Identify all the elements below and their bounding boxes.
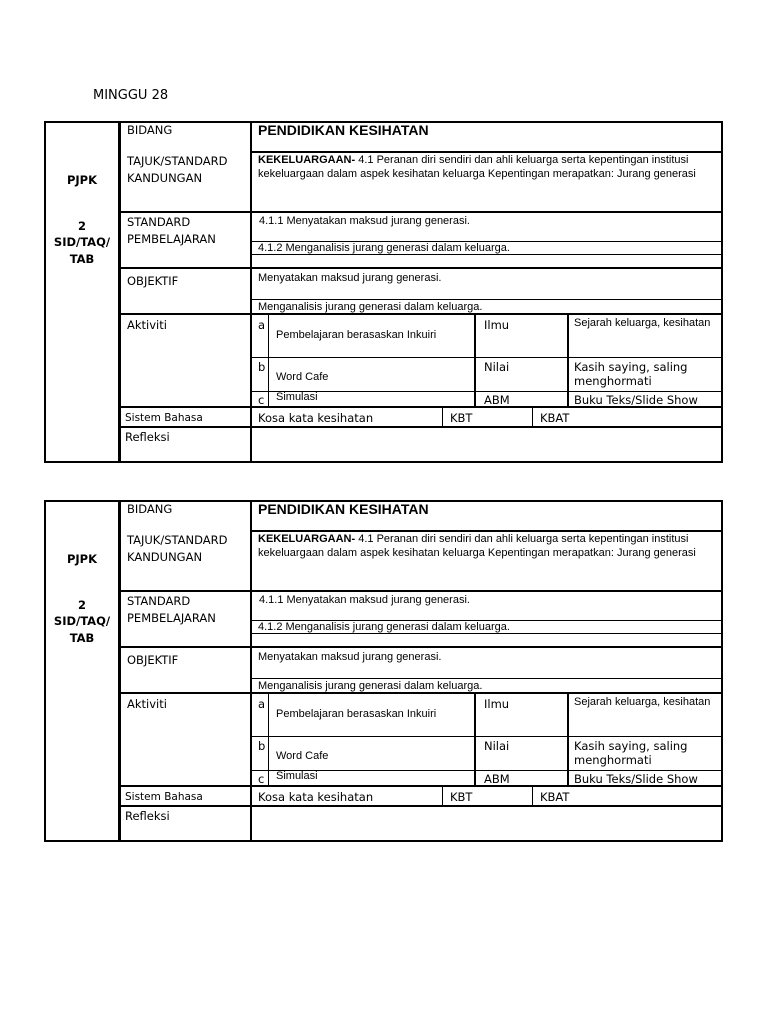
- sp-label-line-1: STANDARD: [127, 215, 191, 229]
- bidang-label: BIDANG: [127, 123, 173, 137]
- table-border-line: [442, 408, 443, 427]
- tajuk-value-heading: KEKELUARGAAN-: [258, 533, 356, 545]
- class-name-line-2: TAB: [69, 252, 95, 266]
- objektif-2: Menganalisis jurang generasi dalam keluarga.: [258, 301, 483, 313]
- table-border-line: [532, 408, 533, 427]
- table-border-line: [721, 500, 723, 842]
- activity-b: Word Cafe: [276, 750, 329, 762]
- activity-c-letter: c: [258, 393, 265, 407]
- ilmu-value: Sejarah keluarga, kesihatan: [574, 696, 711, 708]
- abm-value: Buku Teks/Slide Show: [574, 772, 698, 786]
- table-border-line: [250, 500, 252, 842]
- lesson-plan-2: [44, 500, 723, 844]
- nilai-label: Nilai: [484, 739, 510, 753]
- table-border-line: [120, 646, 723, 648]
- tajuk-label-line-2: KANDUNGAN: [127, 550, 203, 564]
- kbat-label: KBAT: [540, 411, 570, 425]
- table-border-line: [567, 315, 569, 407]
- table-border-line: [118, 121, 121, 463]
- tajuk-value-text: 4.1 Peranan diri sendiri dan ahli keluarga serta kepentingan institusi kekeluargaan dalam aspek kesihatan keluarga Kepentingan merapatkan: Jurang generasi: [258, 154, 696, 180]
- table-border-line: [120, 590, 723, 592]
- activity-c: Simulasi: [276, 770, 318, 782]
- abm-value: Buku Teks/Slide Show: [574, 393, 698, 407]
- table-border-line: [250, 151, 723, 153]
- abm-label: ABM: [484, 772, 510, 786]
- sistem-bahasa-value: Kosa kata kesihatan: [258, 790, 374, 804]
- class-number: 2: [77, 598, 86, 612]
- table-border-line: [120, 805, 723, 807]
- bidang-label: BIDANG: [127, 502, 173, 516]
- sp-label-line-2: PEMBELAJARAN: [127, 611, 216, 625]
- sistem-bahasa-value: Kosa kata kesihatan: [258, 411, 374, 425]
- sp-value-2: 4.1.2 Menganalisis jurang generasi dalam keluarga.: [258, 242, 510, 254]
- objektif-1: Menyatakan maksud jurang generasi.: [258, 651, 442, 663]
- sistem-bahasa-label: Sistem Bahasa: [125, 791, 203, 803]
- tajuk-label-line-2: KANDUNGAN: [127, 171, 203, 185]
- activity-c: Simulasi: [276, 391, 318, 403]
- sp-value-1: 4.1.1 Menyatakan maksud jurang generasi.: [259, 594, 470, 606]
- abm-label: ABM: [484, 393, 510, 407]
- activity-b-letter: b: [258, 739, 266, 753]
- table-border-line: [252, 299, 721, 300]
- tajuk-value: [258, 154, 718, 182]
- lesson-plan-1: [44, 121, 723, 465]
- class-name-line-2: TAB: [69, 631, 95, 645]
- aktiviti-label: Aktiviti: [127, 697, 167, 711]
- table-border-line: [268, 315, 269, 407]
- table-border-line: [721, 121, 723, 463]
- objektif-2: Menganalisis jurang generasi dalam keluarga.: [258, 680, 483, 692]
- sp-label-line-1: STANDARD: [127, 594, 191, 608]
- table-border-line: [250, 530, 723, 532]
- activity-b-letter: b: [258, 360, 266, 374]
- objektif-1: Menyatakan maksud jurang generasi.: [258, 272, 442, 284]
- refleksi-label: Refleksi: [125, 430, 170, 444]
- sp-value-1: 4.1.1 Menyatakan maksud jurang generasi.: [259, 215, 470, 227]
- tajuk-value: [258, 533, 718, 561]
- ilmu-value: Sejarah keluarga, kesihatan: [574, 317, 711, 329]
- nilai-value: Kasih saying, saling menghormati: [574, 739, 688, 768]
- nilai-value: Kasih saying, saling menghormati: [574, 360, 688, 389]
- table-border-line: [252, 770, 721, 771]
- objektif-label: OBJEKTIF: [127, 653, 179, 667]
- activity-a-letter: a: [258, 318, 266, 332]
- page-heading: MINGGU 28: [93, 88, 169, 103]
- tajuk-value-text: 4.1 Peranan diri sendiri dan ahli keluarga serta kepentingan institusi kekeluargaan dalam aspek kesihatan keluarga Kepentingan merapatkan: Jurang generasi: [258, 533, 696, 559]
- tajuk-value-heading: KEKELUARGAAN-: [258, 154, 356, 166]
- subject-label: PJPK: [66, 173, 98, 187]
- bidang-value: PENDIDIKAN KESIHATAN: [258, 122, 429, 138]
- table-border-line: [44, 461, 723, 463]
- table-border-line: [567, 694, 569, 786]
- aktiviti-label: Aktiviti: [127, 318, 167, 332]
- activity-a: Pembelajaran berasaskan Inkuiri: [276, 329, 437, 341]
- table-border-line: [44, 840, 723, 842]
- table-border-line: [120, 211, 723, 213]
- kbt-label: KBT: [450, 411, 473, 425]
- table-border-line: [532, 787, 533, 806]
- table-border-line: [442, 787, 443, 806]
- sistem-bahasa-label: Sistem Bahasa: [125, 412, 203, 424]
- table-border-line: [252, 678, 721, 679]
- objektif-label: OBJEKTIF: [127, 274, 179, 288]
- kbt-label: KBT: [450, 790, 473, 804]
- tajuk-label-line-1: TAJUK/STANDARD: [127, 154, 228, 168]
- class-name-line-1: SID/TAQ/: [53, 235, 111, 249]
- table-border-line: [252, 736, 721, 737]
- ilmu-label: Ilmu: [484, 697, 510, 711]
- activity-b: Word Cafe: [276, 371, 329, 383]
- kbat-label: KBAT: [540, 790, 570, 804]
- refleksi-label: Refleksi: [125, 809, 170, 823]
- activity-a-letter: a: [258, 697, 266, 711]
- bidang-value: PENDIDIKAN KESIHATAN: [258, 501, 429, 517]
- table-border-line: [120, 426, 723, 428]
- class-number: 2: [77, 219, 86, 233]
- table-border-line: [474, 315, 476, 407]
- sp-value-2: 4.1.2 Menganalisis jurang generasi dalam keluarga.: [258, 621, 510, 633]
- table-border-line: [120, 267, 723, 269]
- activity-a: Pembelajaran berasaskan Inkuiri: [276, 708, 437, 720]
- activity-c-letter: c: [258, 772, 265, 786]
- class-name-line-1: SID/TAQ/: [53, 614, 111, 628]
- table-border-line: [250, 121, 252, 463]
- tajuk-label-line-1: TAJUK/STANDARD: [127, 533, 228, 547]
- table-border-line: [252, 391, 721, 392]
- table-border-line: [268, 694, 269, 786]
- table-border-line: [474, 694, 476, 786]
- table-border-line: [118, 500, 121, 842]
- nilai-label: Nilai: [484, 360, 510, 374]
- table-border-line: [252, 357, 721, 358]
- subject-label: PJPK: [66, 552, 98, 566]
- ilmu-label: Ilmu: [484, 318, 510, 332]
- sp-label-line-2: PEMBELAJARAN: [127, 232, 216, 246]
